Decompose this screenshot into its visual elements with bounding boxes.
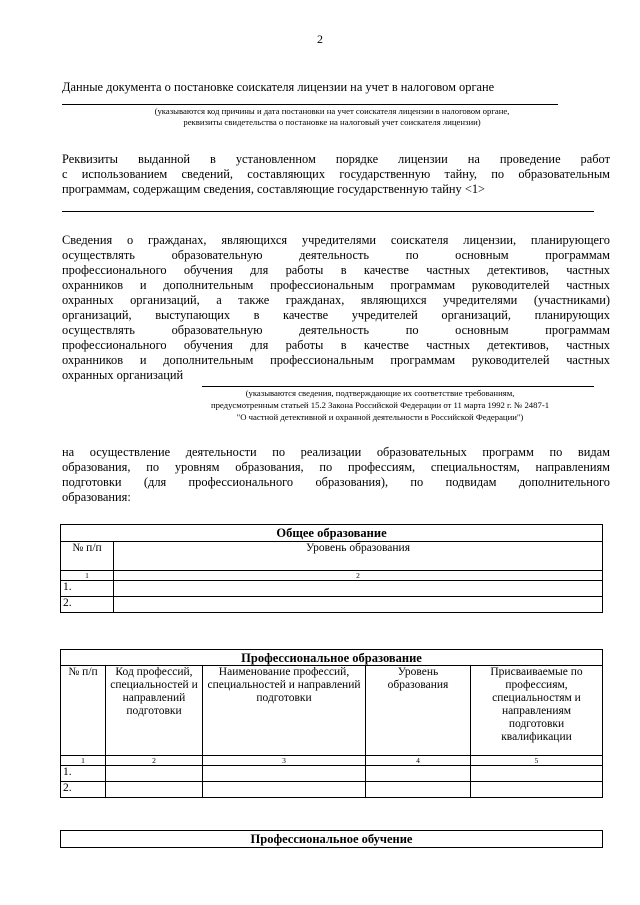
professional-education-table xyxy=(60,649,603,798)
license-line-3: программам, содержащим сведения, составляющие государственную тайну <1> xyxy=(62,182,485,196)
prof-index-2: 2 xyxy=(106,756,203,766)
professional-training-table xyxy=(60,830,603,848)
general-index-1: 1 xyxy=(61,571,114,581)
license-line-2: с использованием сведений, составляющих государственную тайну, по образовательным xyxy=(62,167,610,181)
prof-col-qualification: Присваиваемые по профессиям, специальностям и направлениям подготовки квалификации xyxy=(471,666,603,756)
tax-registration-note-2: реквизиты свидетельства о постановке на налоговый учет соискателя лицензии) xyxy=(183,117,481,127)
tax-registration-heading: Данные документа о постановке соискателя лицензии на учет в налоговом органе xyxy=(62,80,495,94)
tax-registration-fill-line xyxy=(62,104,558,105)
prof-index-5: 5 xyxy=(471,756,603,766)
activity-line: на осуществление деятельности по реализации образовательных программ по видам xyxy=(62,445,610,459)
prof-row-number: 2. xyxy=(61,782,106,798)
prof-index-4: 4 xyxy=(366,756,471,766)
founders-note-1: (указываются сведения, подтверждающие их соответствие требованиям, xyxy=(245,388,515,398)
prof-row-cell xyxy=(366,766,471,782)
founders-note-2: предусмотренным статьей 15.2 Закона Российской Федерации от 11 марта 1992 г. № 2487-1 xyxy=(210,400,550,410)
license-fill-line xyxy=(62,211,594,212)
general-col-number: № п/п xyxy=(61,542,114,571)
prof-row-cell xyxy=(106,782,203,798)
prof-row-cell xyxy=(366,782,471,798)
founders-line: осуществлять образовательную деятельность по основным программам xyxy=(62,248,610,262)
prof-row-cell xyxy=(471,766,603,782)
prof-row-number: 1. xyxy=(61,766,106,782)
prof-index-1: 1 xyxy=(61,756,106,766)
prof-row-cell xyxy=(471,782,603,798)
founders-paragraph xyxy=(62,233,610,383)
general-education-title: Общее образование xyxy=(61,525,603,542)
tax-registration-note-1: (указываются код причины и дата постановки на учет соискателя лицензии в налоговом органе, xyxy=(154,106,510,116)
professional-education-title: Профессиональное образование xyxy=(61,650,603,666)
founders-line: осуществлять образовательную деятельность по основным программам xyxy=(62,323,610,337)
prof-index-3: 3 xyxy=(203,756,366,766)
general-col-level: Уровень образования xyxy=(114,542,603,571)
founders-note-3: "О частной детективной и охранной деятельности в Российской Федерации") xyxy=(236,412,524,422)
prof-col-level: Уровень образования xyxy=(366,666,471,756)
general-row-cell xyxy=(114,597,603,613)
prof-col-number: № п/п xyxy=(61,666,106,756)
activity-line: подготовки (для профессионального образования), по подвидам дополнительного xyxy=(62,475,610,489)
prof-row-cell xyxy=(106,766,203,782)
founders-line: организаций, выступающих в качестве учредителей организаций, планирующих xyxy=(62,308,610,322)
founders-line: профессионального обучения для работы в качестве частных детективов, частных xyxy=(62,263,610,277)
license-line-1: Реквизиты выданной в установленном порядке лицензии на проведение работ xyxy=(62,152,610,166)
activity-line: образования, по уровням образования, по профессиям, специальностям, направлениям xyxy=(62,460,610,474)
general-row-number: 2. xyxy=(61,597,114,613)
prof-row-cell xyxy=(203,766,366,782)
activity-last-line: образования: xyxy=(62,490,131,504)
prof-col-code: Код профессий, специальностей и направлений подготовки xyxy=(106,666,203,756)
founders-line: охранных организаций, а также гражданах, являющихся учредителями (участниками) xyxy=(62,293,610,307)
founders-line: Сведения о гражданах, являющихся учредителями соискателя лицензии, планирующего xyxy=(62,233,610,247)
prof-col-name: Наименование профессий, специальностей и направлений подготовки xyxy=(203,666,366,756)
prof-row-cell xyxy=(203,782,366,798)
founders-line: охранников и дополнительным профессиональным программам руководителей частных xyxy=(62,278,610,292)
activity-paragraph xyxy=(62,445,610,505)
general-row-cell xyxy=(114,581,603,597)
professional-training-title: Профессиональное обучение xyxy=(61,831,603,848)
founders-line: профессионального обучения для работы в качестве частных детективов, частных xyxy=(62,338,610,352)
founders-fill-line xyxy=(202,386,594,387)
general-education-table xyxy=(60,524,603,613)
founders-line: охранников и дополнительным профессиональным программам руководителей частных xyxy=(62,353,610,367)
general-index-2: 2 xyxy=(114,571,603,581)
page-number: 2 xyxy=(317,32,323,46)
general-row-number: 1. xyxy=(61,581,114,597)
founders-last-line: охранных организаций xyxy=(62,368,184,382)
